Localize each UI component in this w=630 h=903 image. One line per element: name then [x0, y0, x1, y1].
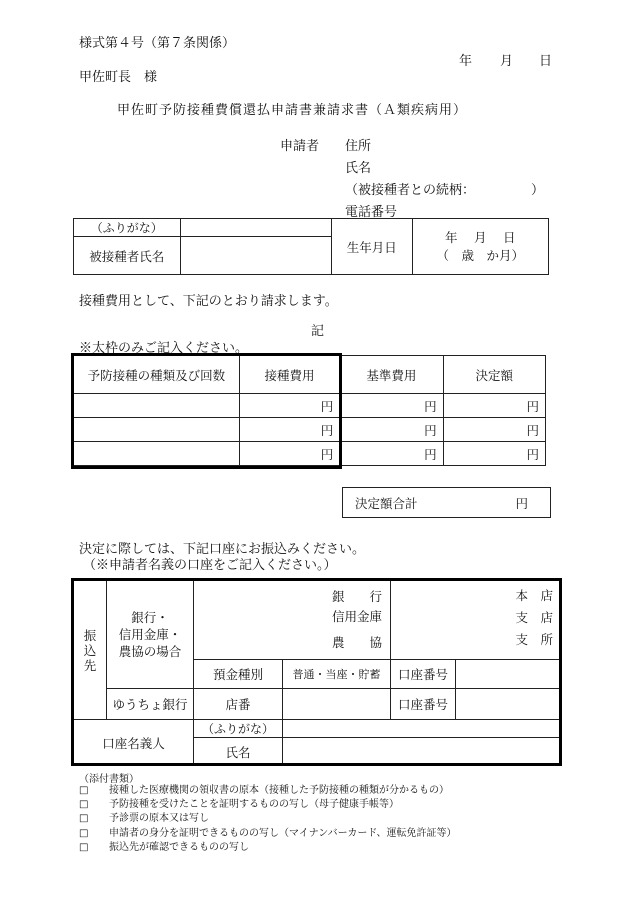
fee-input[interactable]: [239, 442, 339, 466]
branch-type-office: 支 所: [515, 632, 553, 647]
deposit-type-select[interactable]: 普通・当座・貯蓄: [283, 660, 391, 689]
list-item: □ 予診票の原本又は写し: [79, 812, 457, 826]
birthdate-label: 生年月日: [331, 219, 412, 275]
request-text: 接種費用として、下記のとおり請求します。: [79, 294, 338, 309]
holder-furigana-label: （ふりがな）: [194, 720, 283, 738]
yucho-label: ゆうちょ銀行: [107, 689, 194, 720]
bank-type-bank: 銀 行: [331, 589, 382, 604]
bank-case-label: 銀行・ 信用金庫・ 農協の場合: [107, 581, 194, 689]
fee-input[interactable]: [239, 418, 339, 442]
list-item: □ 振込先が確認できるものの写し: [79, 841, 457, 855]
fee-table: [73, 355, 546, 466]
birthdate-ymd: 年 月 日: [445, 229, 516, 245]
holder-furigana-input[interactable]: [283, 720, 560, 738]
date-month-label: 月: [500, 54, 514, 69]
yen-unit: 円: [424, 422, 437, 438]
vaccine-kind-input[interactable]: [74, 442, 240, 466]
date-year-label: 年: [459, 54, 473, 69]
ki-label: 記: [311, 324, 325, 339]
fee-row: [74, 418, 546, 442]
page-title: 甲佐町予防接種費償還払申請書兼請求書（Ａ類疾病用）: [117, 103, 468, 118]
checkbox[interactable]: □: [79, 841, 89, 853]
checkbox[interactable]: □: [79, 785, 89, 796]
total-yen: 円: [515, 495, 528, 511]
thick-frame-note: ※太枠のみご記入ください。: [79, 341, 249, 356]
yen-unit: 円: [526, 398, 539, 414]
yucho-account-number-input[interactable]: [456, 689, 560, 720]
checkbox[interactable]: □: [79, 827, 89, 839]
branch-name-input[interactable]: [391, 581, 560, 660]
list-item: □ 接種した医療機関の領収書の原本（接種した予防接種の種類が分かるもの）: [79, 784, 457, 798]
standard-fee-cell: [340, 442, 443, 466]
yen-unit: 円: [526, 422, 539, 438]
total-box: [342, 487, 551, 518]
addressee: 甲佐町長 様: [79, 70, 158, 85]
bank-table: [73, 580, 560, 766]
checkbox[interactable]: □: [79, 799, 89, 811]
account-number-label: 口座番号: [391, 660, 456, 689]
fee-row: [74, 442, 546, 466]
yen-unit: 円: [424, 398, 437, 414]
bank-name-input[interactable]: [194, 581, 391, 660]
standard-fee-cell: [340, 418, 443, 442]
list-item: □ 申請者の身分を証明できるものの写し（マイナンバーカード、運転免許証等）: [79, 827, 457, 841]
header-decided-amount: 決定額: [443, 356, 545, 394]
applicant-relation-label[interactable]: （被接種者との続柄：: [345, 183, 476, 198]
furigana-input[interactable]: [180, 219, 331, 237]
account-holder-label: 口座名義人: [74, 720, 194, 766]
decided-amount-cell: [443, 442, 545, 466]
recipient-name-input[interactable]: [180, 237, 331, 275]
vaccine-kind-input[interactable]: [74, 394, 240, 418]
bank-type-nokyo: 農 協: [331, 635, 382, 650]
deposit-type-label: 預金種別: [194, 660, 283, 689]
decided-amount-cell: [443, 394, 545, 418]
branch-type-branch: 支 店: [515, 610, 553, 625]
holder-name-input[interactable]: [283, 738, 560, 766]
decided-amount-cell: [443, 418, 545, 442]
total-label: 決定額合計: [355, 495, 418, 511]
applicant-relation-close: ）: [531, 183, 545, 198]
yen-unit: 円: [526, 446, 539, 462]
checkbox[interactable]: □: [79, 813, 89, 825]
store-number-input[interactable]: [283, 689, 391, 720]
recipient-name-label: 被接種者氏名: [74, 237, 181, 275]
applicant-phone-label[interactable]: 電話番号: [345, 205, 398, 220]
transfer-text: 決定に際しては、下記口座にお振込みください。: [79, 542, 366, 557]
recipient-table: [73, 218, 549, 275]
store-number-label: 店番: [194, 689, 283, 720]
list-item: □ 予防接種を受けたことを証明するものの写し（母子健康手帳等）: [79, 798, 457, 812]
standard-fee-cell: [340, 394, 443, 418]
birthdate-input[interactable]: [412, 219, 548, 275]
attachments-list: [79, 784, 457, 855]
header-vaccine-kind: 予防接種の種類及び回数: [74, 356, 240, 394]
header-fee: 接種費用: [239, 356, 339, 394]
holder-name-label: 氏名: [194, 738, 283, 766]
fee-row: [74, 394, 546, 418]
transfer-note: （※申請者名義の口座をご記入ください。）: [83, 558, 337, 573]
vaccine-kind-input[interactable]: [74, 418, 240, 442]
header-standard-fee: 基準費用: [340, 356, 443, 394]
yen-unit: 円: [320, 446, 334, 462]
yen-unit: 円: [320, 398, 334, 414]
applicant-label: 申請者: [280, 139, 320, 154]
furigana-label: （ふりがな）: [74, 219, 181, 237]
furikomi-label: 振込先: [74, 581, 107, 720]
fee-input[interactable]: [239, 394, 339, 418]
date-day-label: 日: [539, 54, 553, 69]
yen-unit: 円: [320, 422, 334, 438]
age-months: （ 歳 か月）: [436, 247, 525, 263]
bank-type-shinkin: 信用金庫: [331, 609, 382, 624]
yen-unit: 円: [424, 446, 437, 462]
branch-type-main: 本 店: [515, 588, 553, 603]
total-cell: [343, 488, 551, 518]
attachments-heading: （添付書類）: [79, 774, 139, 785]
applicant-address-label[interactable]: 住所: [345, 139, 372, 154]
account-number-input[interactable]: [456, 660, 560, 689]
yucho-account-number-label: 口座番号: [391, 689, 456, 720]
applicant-name-label[interactable]: 氏名: [345, 161, 372, 176]
form-number: 様式第４号（第７条関係）: [79, 36, 236, 51]
